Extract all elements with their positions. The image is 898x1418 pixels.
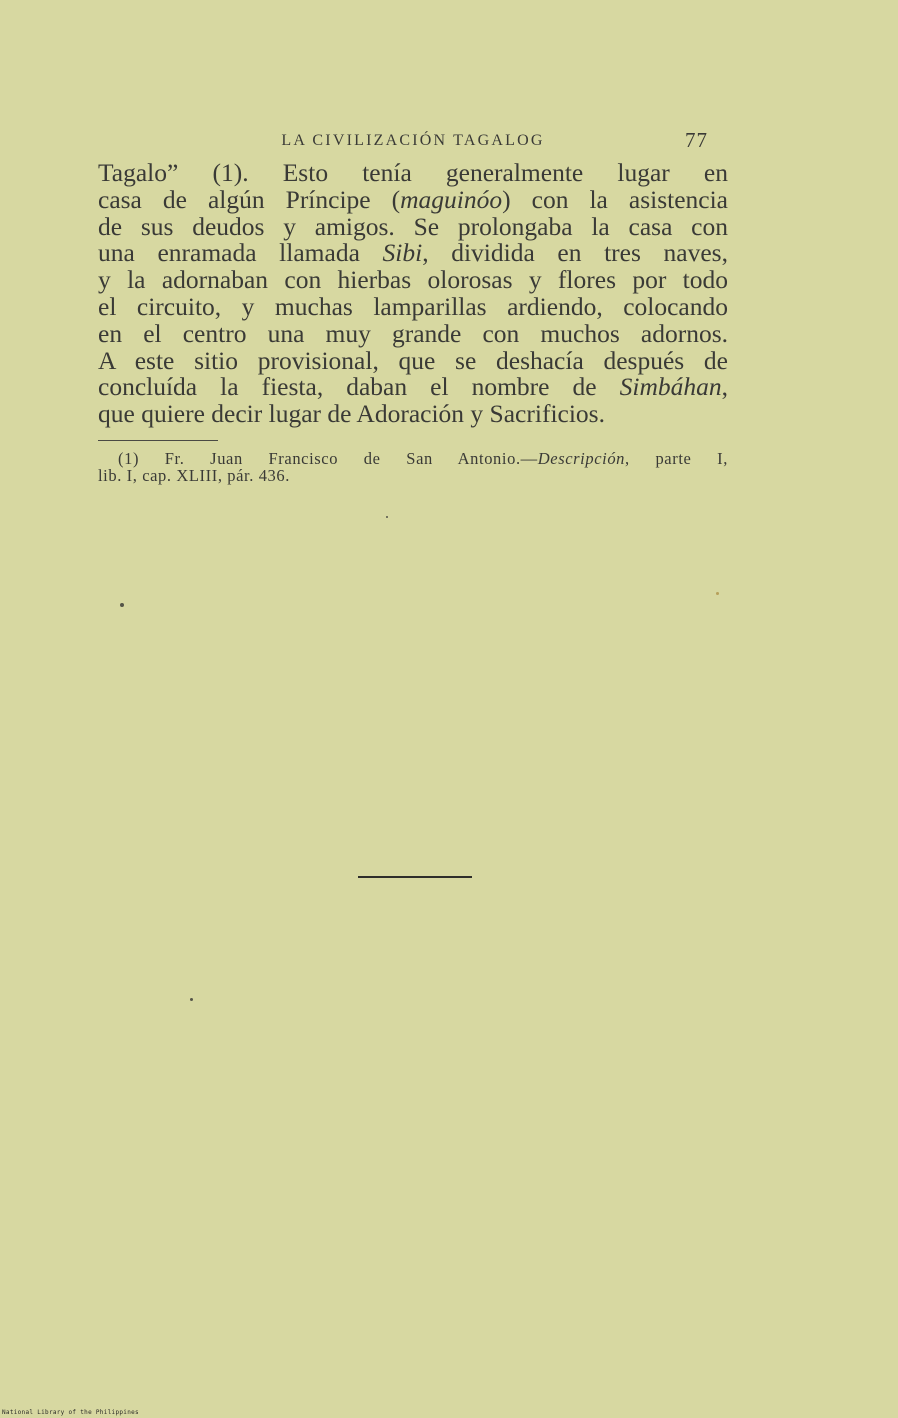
footnote xyxy=(98,450,728,484)
footnote-divider xyxy=(98,440,218,441)
text-line: una enramada llamada Sibi, dividida en tres naves, xyxy=(98,238,728,268)
text-line: concluída la fiesta, daban el nombre de Simbáhan, xyxy=(98,372,728,402)
text-line: de sus deudos y amigos. Se prolongaba la casa con xyxy=(98,211,728,241)
text-line: casa de algún Príncipe (maguinóo) con la asistencia xyxy=(98,184,728,214)
text-line: el circuito, y muchas lamparillas ardiendo, colocando xyxy=(98,291,728,321)
library-credit: National Library of the Philippines xyxy=(2,1409,139,1416)
body-paragraph xyxy=(98,160,728,428)
footnote-line: lib. I, cap. XLIII, pár. 436. xyxy=(98,466,290,485)
term-simbahan: Simbáhan xyxy=(619,372,722,402)
paper-speck xyxy=(386,516,388,518)
paper-speck xyxy=(120,603,124,607)
page-number: 77 xyxy=(685,128,708,152)
term-maguinoo: maguinóo xyxy=(400,184,503,214)
text-line: en el centro una muy grande con muchos adornos. xyxy=(98,318,728,348)
footnote-line: (1) Fr. Juan Francisco de San Antonio.—Descripción, parte I, xyxy=(118,449,728,468)
footnote-work-title: Descripción xyxy=(537,449,626,468)
paper-speck xyxy=(190,998,193,1001)
text-line: A este sitio provisional, que se deshacía después de xyxy=(98,345,728,375)
paper-speck xyxy=(716,592,719,595)
term-sibi: Sibi xyxy=(382,238,423,268)
text-line: que quiere decir lugar de Adoración y Sacrificios. xyxy=(98,399,605,429)
running-head xyxy=(98,128,728,152)
running-title: LA CIVILIZACIÓN TAGALOG xyxy=(281,132,545,149)
text-line: y la adornaban con hierbas olorosas y flores por todo xyxy=(98,265,728,295)
text-line: Tagalo” (1). Esto tenía generalmente lugar en xyxy=(98,158,728,187)
end-of-section-rule xyxy=(358,876,472,878)
